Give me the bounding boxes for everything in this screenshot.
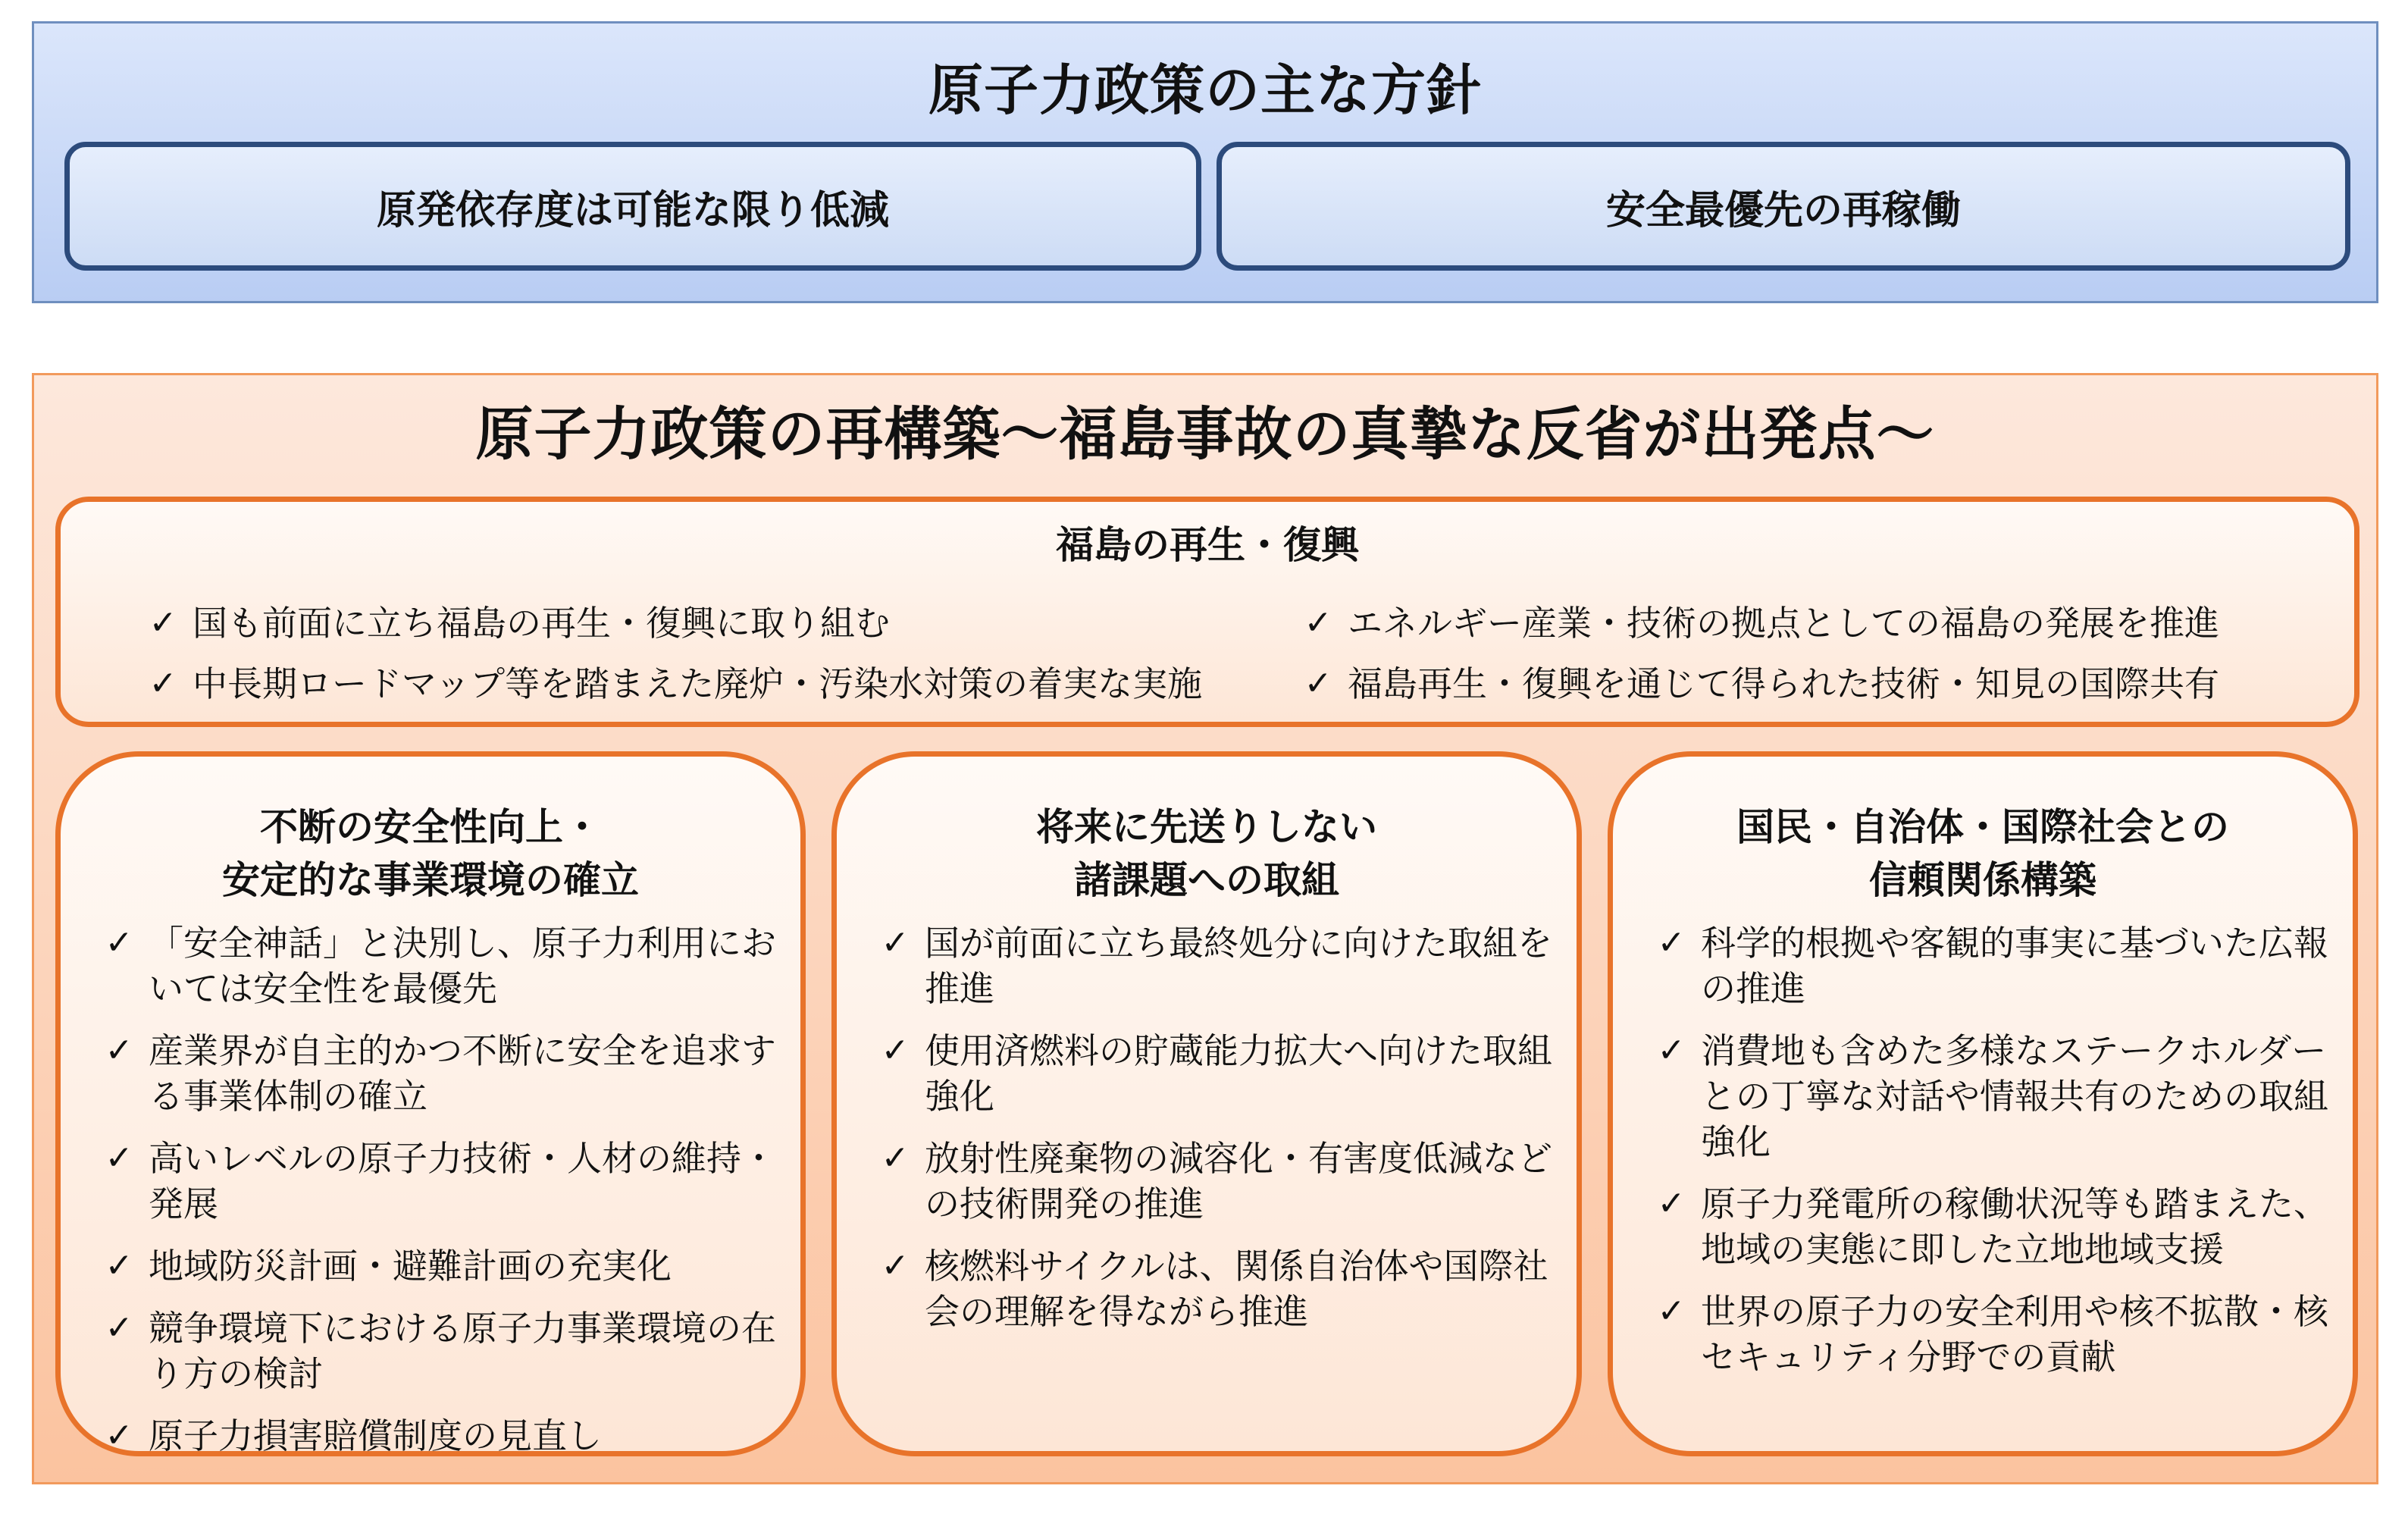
- safe-restart-box: [1217, 142, 2350, 271]
- list-item: ✓ 放射性廃棄物の減容化・有害度低減などの技術開発の推進: [876, 1136, 1554, 1227]
- check-icon: ✓: [105, 1309, 133, 1347]
- policy-rebuild-title: 原子力政策の再構築～福島事故の真摯な反省が出発点～: [475, 400, 1935, 468]
- pillar-issues-title: 将来に先送りしない 諸課題への取組: [1036, 805, 1377, 902]
- list-item: ✓ 地域防災計画・避難計画の充実化: [100, 1243, 778, 1289]
- check-icon: ✓: [105, 1139, 133, 1177]
- check-icon: ✓: [881, 923, 910, 962]
- fukushima-column-right: [1299, 593, 2330, 714]
- reduce-dependence-box: [64, 142, 1201, 271]
- policy-rebuild-panel: [32, 373, 2378, 1484]
- list-item: ✓ 中長期ロードマップ等を踏まえた廃炉・汚染水対策の着実な実施: [144, 654, 1220, 714]
- list-item: ✓ 核燃料サイクルは、関係自治体や国際社会の理解を得ながら推進: [876, 1243, 1554, 1334]
- check-icon: ✓: [105, 1246, 133, 1285]
- list-item: ✓ 使用済燃料の貯蔵能力拡大へ向けた取組強化: [876, 1028, 1554, 1119]
- check-icon: ✓: [881, 1139, 910, 1177]
- check-icon: ✓: [1657, 1292, 1686, 1331]
- pillar-safety-title: 不断の安全性向上・ 安定的な事業環境の確立: [222, 805, 639, 902]
- policy-principles-title: 原子力政策の主な方針: [928, 58, 1482, 122]
- check-icon: ✓: [149, 664, 177, 703]
- list-item: ✓ 消費地も含めた多様なステークホルダーとの丁寧な対話や情報共有のための取組強化: [1652, 1028, 2330, 1164]
- list-item: ✓ 「安全神話」と決別し、原子力利用においては安全性を最優先: [100, 920, 778, 1011]
- list-item: ✓ 産業界が自主的かつ不断に安全を追求する事業体制の確立: [100, 1028, 778, 1119]
- policy-principles-panel: [32, 21, 2378, 303]
- list-item: ✓ 福島再生・復興を通じて得られた技術・知見の国際共有: [1299, 654, 2330, 714]
- list-item: ✓ エネルギー産業・技術の拠点としての福島の発展を推進: [1299, 593, 2330, 654]
- pillar-trust-card: [1608, 751, 2358, 1456]
- check-icon: ✓: [1657, 1184, 1686, 1223]
- list-item: ✓ 世界の原子力の安全利用や核不拡散・核セキュリティ分野での貢献: [1652, 1289, 2330, 1380]
- check-icon: ✓: [1304, 603, 1332, 642]
- pillar-trust-title: 国民・自治体・国際社会との 信頼関係構築: [1736, 805, 2229, 902]
- reduce-dependence-label: 原発依存度は可能な限り低減: [376, 187, 889, 234]
- pillar-safety-card: [55, 751, 806, 1456]
- list-item: ✓ 競争環境下における原子力事業環境の在り方の検討: [100, 1305, 778, 1396]
- check-icon: ✓: [1304, 664, 1332, 703]
- list-item: ✓ 国も前面に立ち福島の再生・復興に取り組む: [144, 593, 1220, 654]
- check-icon: ✓: [105, 1416, 133, 1455]
- check-icon: ✓: [1657, 923, 1686, 962]
- fukushima-column-left: [144, 593, 1220, 714]
- check-icon: ✓: [881, 1246, 910, 1285]
- check-icon: ✓: [1657, 1031, 1686, 1070]
- list-item: ✓ 高いレベルの原子力技術・人材の維持・発展: [100, 1136, 778, 1227]
- safe-restart-label: 安全最優先の再稼働: [1605, 187, 1961, 234]
- fukushima-revival-card: [55, 497, 2359, 727]
- list-item: ✓ 国が前面に立ち最終処分に向けた取組を推進: [876, 920, 1554, 1011]
- check-icon: ✓: [105, 1031, 133, 1070]
- check-icon: ✓: [105, 923, 133, 962]
- check-icon: ✓: [881, 1031, 910, 1070]
- check-icon: ✓: [149, 603, 177, 642]
- list-item: ✓ 原子力損害賠償制度の見直し: [100, 1413, 778, 1459]
- fukushima-revival-title: 福島の再生・復興: [1056, 523, 1359, 567]
- list-item: ✓ 原子力発電所の稼働状況等も踏まえた、地域の実態に即した立地地域支援: [1652, 1181, 2330, 1272]
- pillar-issues-card: [831, 751, 1582, 1456]
- list-item: ✓ 科学的根拠や客観的事実に基づいた広報の推進: [1652, 920, 2330, 1011]
